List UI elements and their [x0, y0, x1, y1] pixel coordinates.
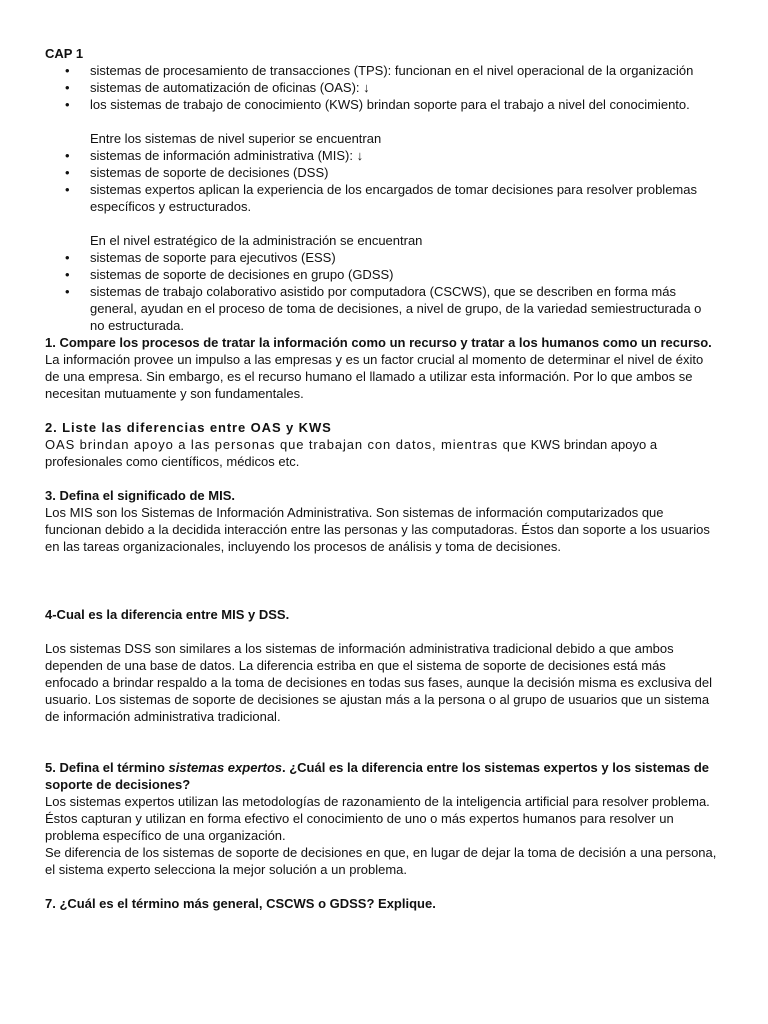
answer-4: Los sistemas DSS son similares a los sistemas de información administrativa tradicional debido a que ambos dependen de una base de datos. La diferencia estriba en que el sistema de soporte de decisiones está más enfocado a brindar respaldo a la toma de decisiones en todas sus fases, aunque la decisión misma es exclusiva del usuario. Los sistemas de soporte de decisiones se ajustan más a la persona o al grupo de usuarios que un sistema de información administrativa tradicional.	[45, 641, 713, 724]
question-7: 7. ¿Cuál es el término más general, CSCWS o GDSS? Explique.	[45, 896, 436, 911]
spacer	[45, 878, 718, 895]
list-item: • sistemas de procesamiento de transacciones (TPS): funcionan en el nivel operacional de la organización	[45, 62, 718, 79]
bullet-list-3	[45, 249, 718, 334]
list-item: • sistemas de soporte de decisiones (DSS)	[45, 164, 718, 181]
list-item: • sistemas expertos aplican la experiencia de los encargados de tomar decisiones para resolver problemas específicos y estructurados.	[45, 181, 718, 215]
list-intro: En el nivel estratégico de la administración se encuentran	[90, 233, 423, 248]
question-1: 1. Compare los procesos de tratar la información como un recurso y tratar a los humanos como un recurso.	[45, 335, 712, 350]
answer-2	[45, 436, 718, 470]
bullet-list-1	[45, 62, 718, 113]
spacer	[45, 725, 718, 759]
list-item: • los sistemas de trabajo de conocimiento (KWS) brindan soporte para el trabajo a nivel del conocimiento.	[45, 96, 718, 113]
list-item: • sistemas de soporte de decisiones en grupo (GDSS)	[45, 266, 718, 283]
question-5-emphasis: sistemas expertos	[168, 760, 282, 775]
spacer	[45, 402, 718, 419]
question-2: 2. Liste las diferencias entre OAS y KWS	[45, 420, 332, 435]
spacer	[45, 623, 718, 640]
answer-5b: Se diferencia de los sistemas de soporte de decisiones en que, en lugar de dejar la toma de decisión a una persona, el sistema experto selecciona la mejor solución a un problema.	[45, 845, 717, 877]
spacer	[45, 470, 718, 487]
list-item: • sistemas de trabajo colaborativo asistido por computadora (CSCWS), que se describen en forma más general, ayudan en el proceso de toma de decisiones, a nivel de grupo, de la variedad semiestructurada o no estructurada.	[45, 283, 718, 334]
list-item: • sistemas de automatización de oficinas (OAS): ↓	[45, 79, 718, 96]
list-intro: Entre los sistemas de nivel superior se encuentran	[90, 131, 382, 146]
spacer	[45, 113, 718, 130]
bullet-list-2	[45, 147, 718, 215]
question-3: 3. Defina el significado de MIS.	[45, 488, 235, 503]
answer-2-rest: KWS brindan apoyo a profesionales como científicos, médicos etc.	[45, 437, 658, 469]
question-5	[45, 759, 718, 793]
list-item: • sistemas de información administrativa (MIS): ↓	[45, 147, 718, 164]
question-5-pre: 5. Defina el término	[45, 760, 169, 775]
question-4: 4-Cual es la diferencia entre MIS y DSS.	[45, 607, 290, 622]
question-5-post: . ¿Cuál es la diferencia entre los sistemas expertos y los sistemas de soporte de decisiones?	[45, 760, 710, 792]
chapter-heading: CAP 1	[45, 46, 84, 61]
list-item: • sistemas de soporte para ejecutivos (ESS)	[45, 249, 718, 266]
spacer	[45, 555, 718, 606]
answer-2-spaced: OAS brindan apoyo a las personas que trabajan con datos, mientras que	[45, 437, 527, 452]
answer-5a: Los sistemas expertos utilizan las metodologías de razonamiento de la inteligencia artificial para resolver problema. Éstos capturan y utilizan en forma efectivo el conocimiento de uno o más expertos humanos para resolver un problema específico de una organización.	[45, 794, 710, 843]
answer-3: Los MIS son los Sistemas de Información Administrativa. Son sistemas de información computarizados que funcionan debido a la decidida interacción entre las personas y las computadoras. Éstos dan soporte a los usuarios en las tareas organizacionales, incluyendo los procesos de análisis y toma de decisiones.	[45, 505, 710, 554]
spacer	[45, 215, 718, 232]
answer-1: La información provee un impulso a las empresas y es un factor crucial al momento de determinar el nivel de éxito de una empresa. Sin embargo, es el recurso humano el llamado a utilizar esta información. Por lo que ambos se necesitan mutuamente y son fundamentales.	[45, 352, 704, 401]
